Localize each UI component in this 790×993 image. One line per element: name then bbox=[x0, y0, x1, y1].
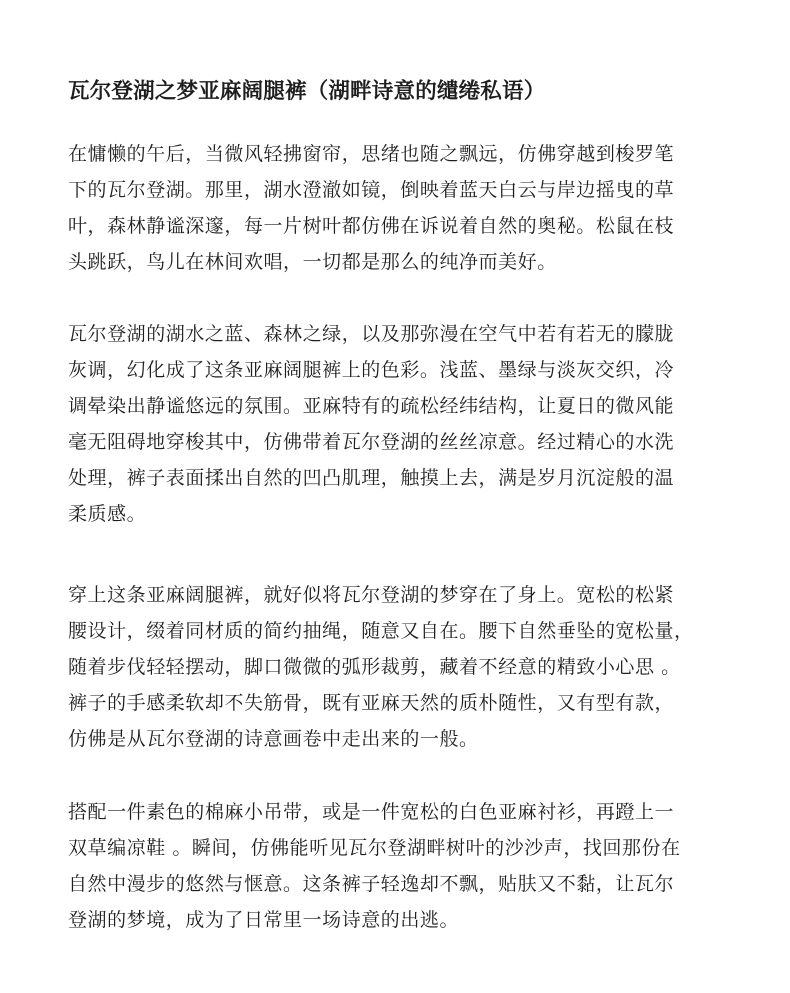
paragraph-fit-design: 穿上这条亚麻阔腿裤，就好似将瓦尔登湖的梦穿在了身上。宽松的松紧 腰设计，缀着同材质的简约抽绳，随意又自在。腰下自然垂坠的宽松量， 随着步伐轻轻摆动，脚口微微的弧形裁剪，藏着不经意的精致小心思 。 裤子的手感柔软却不失筋骨，既有亚麻天然的质朴随性，又有型有款， 仿佛是从瓦尔登湖的诗意画卷中走出来的一般。 bbox=[68, 584, 694, 750]
paragraph-lake-scene: 在慵懒的午后，当微风轻拂窗帘，思绪也随之飘远，仿佛穿越到梭罗笔 下的瓦尔登湖。那里，湖水澄澈如镜，倒映着蓝天白云与岸边摇曳的草 叶，森林静谧深邃，每一片树叶都仿佛在诉说着自然的奥秘。松鼠在枝 头跳跃，鸟儿在林间欢唱，一切都是那么的纯净而美好。 bbox=[68, 143, 675, 273]
paragraph-styling: 搭配一件素色的棉麻小吊带，或是一件宽松的白色亚麻衬衫，再蹬上一 双草编凉鞋 。瞬间，仿佛能听见瓦尔登湖畔树叶的沙沙声，找回那份在 自然中漫步的悠然与惬意。这条裤子轻逸却不飘，贴肤又不黏，让瓦尔 登湖的梦境，成为了日常里一场诗意的出逃。 bbox=[68, 801, 681, 931]
article-title: 瓦尔登湖之梦亚麻阔腿裤（湖畔诗意的缱绻私语） bbox=[68, 79, 546, 104]
paragraph-colors-fabric: 瓦尔登湖的湖水之蓝、森林之绿，以及那弥漫在空气中若有若无的朦胧 灰调，幻化成了这条亚麻阔腿裤上的色彩。浅蓝、墨绿与淡灰交织，冷 调晕染出静谧悠远的氛围。亚麻特有的疏松经纬结构，让夏日的微风能 毫无阻碍地穿梭其中，仿佛带着瓦尔登湖的丝丝凉意。经过精心的水洗 处理，裤子表面揉出自然的凹凸肌理，触摸上去，满是岁月沉淀般的温 柔质感。 bbox=[68, 323, 675, 525]
